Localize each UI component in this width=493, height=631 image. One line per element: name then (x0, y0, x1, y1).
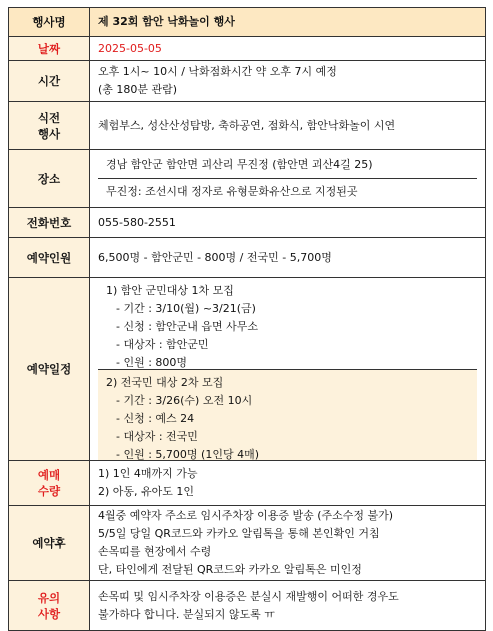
label-caution (9, 581, 90, 631)
value-event-name: 제 32회 함안 낙화놀이 행사 (90, 8, 486, 37)
value-place (90, 150, 486, 208)
place-address: 경남 함안군 함안면 괴산리 무진정 (함안면 괴산4길 25) (106, 158, 373, 171)
label-line: 수량 (37, 484, 61, 498)
label-capacity: 예약인원 (9, 238, 90, 278)
limit-line: 2) 아동, 유아도 1인 (98, 485, 195, 498)
time-line: (총 180분 관람) (98, 83, 178, 96)
label-line: 예매 (37, 468, 61, 482)
label-phone: 전화번호 (9, 208, 90, 238)
row-event-name (9, 8, 486, 37)
schedule-line: - 인원 : 800명 (116, 356, 188, 369)
schedule-line: - 대상자 : 전국민 (116, 430, 198, 443)
value-pre-events: 체험부스, 성산산성탐방, 축하공연, 점화식, 함안낙화놀이 시연 (90, 102, 486, 150)
limit-line: 1) 1인 4매까지 가능 (98, 467, 198, 480)
schedule-second-round (98, 369, 477, 460)
row-place (9, 150, 486, 208)
row-time (9, 61, 486, 102)
row-after-booking (9, 506, 486, 581)
label-line: 식전 (37, 110, 61, 125)
label-line: 사항 (37, 606, 61, 621)
after-line: 손목띠를 현장에서 수령 (98, 545, 212, 558)
after-line: 단, 타인에게 전달된 QR코드와 카카오 알림톡은 미인정 (98, 563, 362, 576)
value-schedule (90, 278, 486, 461)
caution-line: 손목띠 및 임시주차장 이용증은 분실시 재발행이 어떠한 경우도 (98, 589, 399, 603)
label-time: 시간 (9, 61, 90, 102)
label-schedule: 예약일정 (9, 278, 90, 461)
label-line: 행사 (37, 126, 61, 141)
event-info-table (8, 7, 486, 631)
value-capacity: 6,500명 - 함안군민 - 800명 / 전국민 - 5,700명 (90, 238, 486, 278)
schedule-line: - 대상자 : 함안군민 (116, 338, 209, 351)
label-line: 유의 (37, 590, 61, 605)
row-pre-events (9, 102, 486, 150)
value-phone: 055-580-2551 (90, 208, 486, 238)
schedule-line: - 기간 : 3/26(수) 오전 10시 (116, 394, 253, 407)
after-line: 4월중 예약자 주소로 임시주차장 이용증 발송 (주소수정 불가) (98, 509, 394, 522)
row-caution (9, 581, 486, 631)
value-date: 2025-05-05 (90, 37, 486, 61)
time-line: 오후 1시~ 10시 / 낙화점화시간 약 오후 7시 예정 (98, 65, 337, 78)
label-pre-events (9, 102, 90, 150)
label-place: 장소 (9, 150, 90, 208)
schedule-line: - 인원 : 5,700명 (1인당 4매) (116, 448, 259, 461)
after-line: 5/5일 당일 QR코드와 카카오 알림톡을 통해 본인확인 거침 (98, 527, 380, 540)
label-after-booking: 예약후 (9, 506, 90, 581)
value-caution (90, 581, 486, 631)
schedule-line: 1) 함안 군민대상 1차 모집 (106, 284, 234, 297)
row-ticket-limit (9, 461, 486, 506)
schedule-line: - 신청 : 예스 24 (116, 412, 195, 425)
place-note: 무진정: 조선시대 정자로 유형문화유산으로 지정된곳 (98, 178, 477, 205)
schedule-line: 2) 전국민 대상 2차 모집 (106, 376, 224, 389)
row-schedule (9, 278, 486, 461)
row-capacity (9, 238, 486, 278)
schedule-line: - 기간 : 3/10(월) ~3/21(금) (116, 302, 256, 315)
label-ticket-limit (9, 461, 90, 506)
label-event-name: 행사명 (9, 8, 90, 37)
value-time (90, 61, 486, 102)
value-after-booking (90, 506, 486, 581)
schedule-first-round (98, 278, 477, 369)
schedule-line: - 신청 : 함안군내 읍면 사무소 (116, 320, 259, 333)
value-ticket-limit (90, 461, 486, 506)
row-phone (9, 208, 486, 238)
caution-line: 불가하다 합니다. 분실되지 않도록 ㅠ (98, 607, 275, 621)
label-date: 날짜 (9, 37, 90, 61)
row-date (9, 37, 486, 61)
